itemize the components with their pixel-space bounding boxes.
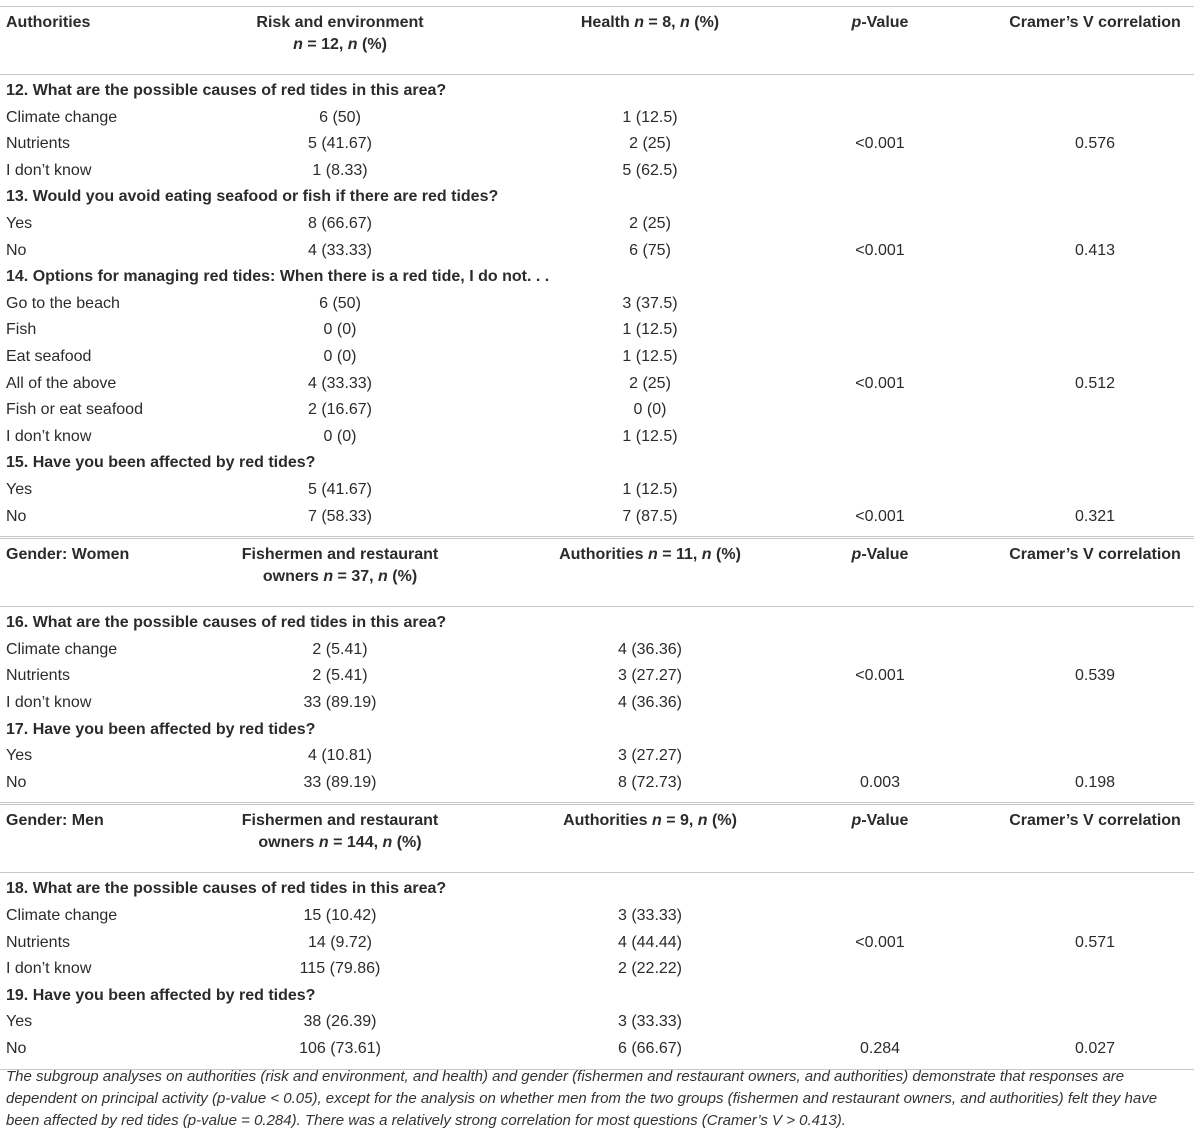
response-label: Nutrients — [6, 933, 71, 951]
cramers-v: 0.512 — [1074, 374, 1116, 392]
response-label: No — [6, 1040, 27, 1057]
group1-value: 106 (73.61) — [299, 1040, 381, 1057]
column-header: p-Value — [851, 546, 909, 564]
table-row — [0, 1013, 1200, 1039]
group2-value: 1 (12.5) — [622, 321, 678, 339]
column-header: Authorities n = 9, n (%) — [563, 812, 737, 830]
table-row — [0, 774, 1200, 800]
table-row — [0, 428, 1200, 454]
section-header — [0, 810, 1200, 870]
divider — [0, 872, 1194, 873]
group2-value: 7 (87.5) — [622, 507, 678, 525]
question-title: 12. What are the possible causes of red tides in this area? — [6, 82, 447, 99]
question-title: 14. Options for managing red tides: When there is a red tide, I do not. . . — [6, 268, 550, 286]
group1-value: 2 (5.41) — [312, 667, 368, 685]
column-header: Fishermen and restaurant owners n = 37, n (%) — [241, 546, 439, 586]
response-label: I don’t know — [6, 960, 92, 978]
group2-value: 1 (12.5) — [622, 427, 678, 445]
table-row — [0, 348, 1200, 374]
section-header — [0, 12, 1200, 72]
response-label: Go to the beach — [6, 294, 120, 312]
column-header: p-Value — [851, 812, 909, 830]
cramers-v: 0.571 — [1074, 933, 1116, 951]
response-label: Fish — [6, 321, 37, 339]
p-value: 0.003 — [859, 773, 901, 791]
group2-value: 3 (27.27) — [617, 667, 683, 685]
question-title: 19. Have you been affected by red tides? — [6, 986, 316, 1004]
group2-value: 0 (0) — [633, 401, 667, 419]
group1-value: 38 (26.39) — [303, 1013, 377, 1031]
group2-value: 3 (37.5) — [622, 294, 678, 312]
table-row — [0, 109, 1200, 135]
section-title: Gender: Men — [6, 812, 104, 830]
group1-value: 8 (66.67) — [307, 215, 373, 232]
column-header: Cramer’s V correlation — [1009, 14, 1181, 31]
response-label: Climate change — [6, 640, 118, 658]
group2-value: 1 (12.5) — [622, 108, 678, 126]
response-label: Yes — [6, 215, 33, 232]
group2-value: 1 (12.5) — [622, 348, 678, 365]
divider — [0, 6, 1194, 7]
response-label: No — [6, 507, 27, 525]
group2-value: 3 (33.33) — [617, 1013, 683, 1031]
group1-value: 33 (89.19) — [303, 773, 377, 791]
cramers-v: 0.539 — [1074, 667, 1116, 685]
table-row — [0, 321, 1200, 347]
group2-value: 2 (25) — [629, 215, 671, 232]
p-value: <0.001 — [855, 507, 905, 525]
divider — [0, 536, 1194, 537]
table-row — [0, 401, 1200, 427]
group1-value: 33 (89.19) — [303, 694, 377, 711]
group2-value: 2 (25) — [629, 135, 671, 153]
question-row — [0, 721, 1200, 747]
response-label: Fish or eat seafood — [6, 401, 143, 419]
question-title: 16. What are the possible causes of red tides in this area? — [6, 614, 447, 632]
group2-value: 5 (62.5) — [622, 161, 678, 179]
group1-value: 6 (50) — [319, 294, 361, 312]
divider — [0, 606, 1194, 607]
group2-value: 4 (36.36) — [617, 694, 683, 711]
table-row — [0, 481, 1200, 507]
response-label: Nutrients — [6, 667, 71, 685]
response-label: Yes — [6, 1013, 33, 1031]
question-title: 17. Have you been affected by red tides? — [6, 720, 316, 738]
table-row — [0, 135, 1200, 161]
question-row — [0, 188, 1200, 214]
section-title: Authorities — [6, 14, 91, 31]
column-header: p-Value — [851, 14, 909, 31]
p-value: 0.284 — [859, 1040, 901, 1057]
divider — [0, 802, 1194, 803]
group2-value: 4 (44.44) — [617, 933, 683, 951]
table-row — [0, 508, 1200, 534]
response-label: Climate change — [6, 108, 118, 126]
response-label: Nutrients — [6, 135, 71, 153]
p-value: <0.001 — [855, 933, 905, 951]
column-header: Risk and environment n = 12, n (%) — [256, 14, 424, 53]
table-row — [0, 375, 1200, 401]
cramers-v: 0.576 — [1074, 135, 1116, 153]
column-header: Fishermen and restaurant owners n = 144, n (%) — [241, 812, 439, 852]
group1-value: 2 (16.67) — [307, 401, 373, 419]
p-value: <0.001 — [855, 667, 905, 685]
divider — [0, 74, 1194, 75]
response-label: Yes — [6, 481, 33, 498]
column-header: Cramer’s V correlation — [1009, 546, 1181, 564]
response-label: I don’t know — [6, 161, 92, 179]
section-title: Gender: Women — [6, 546, 130, 564]
group1-value: 0 (0) — [323, 348, 357, 365]
response-label: No — [6, 773, 27, 791]
group1-value: 4 (33.33) — [307, 374, 373, 392]
table-row — [0, 162, 1200, 188]
column-header: Cramer’s V correlation — [1009, 812, 1181, 830]
group1-value: 2 (5.41) — [312, 640, 368, 658]
group2-value: 6 (66.67) — [617, 1040, 683, 1057]
table-row — [0, 641, 1200, 667]
group1-value: 0 (0) — [323, 321, 357, 339]
section-header — [0, 544, 1200, 604]
table-row — [0, 295, 1200, 321]
group2-value: 4 (36.36) — [617, 640, 683, 658]
group1-value: 1 (8.33) — [312, 161, 368, 179]
response-label: I don’t know — [6, 427, 92, 445]
table-row — [0, 960, 1200, 986]
p-value: <0.001 — [855, 374, 905, 392]
group1-value: 15 (10.42) — [303, 907, 377, 924]
response-label: No — [6, 241, 27, 259]
group1-value: 0 (0) — [323, 427, 357, 445]
group1-value: 7 (58.33) — [307, 507, 373, 525]
response-label: I don’t know — [6, 694, 92, 711]
table-footnote: The subgroup analyses on authorities (risk and environment, and health) and gender (fishermen and restaurant owners, and authorities) demonstrate that responses are dependent on principal activity (p-value < 0.05), except for the analysis on whether men from the two groups (fishermen and restaurant owners, and authorities) felt they have been affected by red tides (p-value = 0.284). There was a relatively strong correlation for most questions (Cramer’s V > 0.413). — [6, 1068, 1158, 1129]
table-row — [0, 242, 1200, 268]
group1-value: 14 (9.72) — [307, 933, 373, 951]
table-row — [0, 747, 1200, 773]
cramers-v: 0.413 — [1074, 241, 1116, 259]
group1-value: 5 (41.67) — [307, 481, 373, 498]
table-row — [0, 934, 1200, 960]
question-row — [0, 880, 1200, 906]
question-title: 18. What are the possible causes of red tides in this area? — [6, 880, 447, 898]
divider — [0, 804, 1194, 805]
question-row — [0, 614, 1200, 640]
response-label: Climate change — [6, 907, 118, 924]
cramers-v: 0.027 — [1074, 1040, 1116, 1057]
group2-value: 1 (12.5) — [622, 481, 678, 498]
p-value: <0.001 — [855, 135, 905, 153]
group1-value: 4 (10.81) — [307, 747, 373, 765]
question-row — [0, 82, 1200, 108]
response-label: Eat seafood — [6, 348, 92, 365]
table-row — [0, 215, 1200, 241]
column-header: Authorities n = 11, n (%) — [559, 546, 741, 564]
table-row — [0, 667, 1200, 693]
group2-value: 2 (22.22) — [617, 960, 683, 978]
group2-value: 3 (33.33) — [617, 907, 683, 924]
question-title: 13. Would you avoid eating seafood or fish if there are red tides? — [6, 188, 499, 206]
table-row — [0, 907, 1200, 933]
cramers-v: 0.321 — [1074, 507, 1116, 525]
group1-value: 5 (41.67) — [307, 135, 373, 153]
question-row — [0, 454, 1200, 480]
group2-value: 8 (72.73) — [617, 773, 683, 791]
group2-value: 3 (27.27) — [617, 747, 683, 765]
column-header: Health n = 8, n (%) — [580, 14, 720, 31]
p-value: <0.001 — [855, 241, 905, 259]
response-label: Yes — [6, 747, 33, 765]
group1-value: 115 (79.86) — [299, 960, 381, 978]
response-label: All of the above — [6, 374, 117, 392]
table-row — [0, 1040, 1200, 1066]
question-row — [0, 987, 1200, 1013]
cramers-v: 0.198 — [1074, 773, 1116, 791]
group2-value: 6 (75) — [629, 241, 671, 259]
group2-value: 2 (25) — [629, 374, 671, 392]
group1-value: 4 (33.33) — [307, 241, 373, 259]
table-row — [0, 694, 1200, 720]
group1-value: 6 (50) — [319, 108, 361, 126]
question-row — [0, 268, 1200, 294]
question-title: 15. Have you been affected by red tides? — [6, 454, 316, 472]
divider — [0, 538, 1194, 539]
